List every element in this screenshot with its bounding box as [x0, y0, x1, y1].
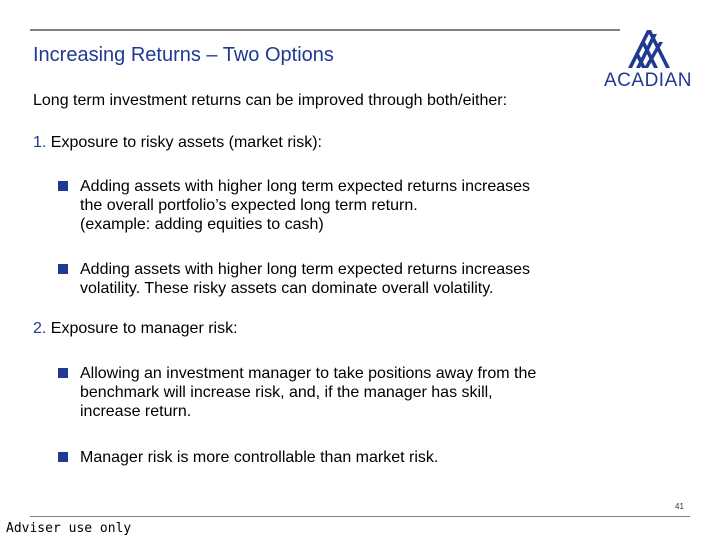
bullet-line: Adding assets with higher long term expected returns increases: [80, 178, 531, 195]
bullet-line: the overall portfolio’s expected long term return.: [80, 197, 418, 214]
square-bullet-icon: [58, 264, 68, 274]
logo-wordmark: ACADIAN: [604, 70, 692, 91]
intro-text: Long term investment returns can be improved through both/either:: [33, 92, 508, 109]
section-heading-text: Exposure to risky assets (market risk):: [50, 134, 322, 151]
section-number: 2.: [33, 320, 47, 337]
logo-mark-icon: [618, 30, 676, 70]
section-heading-text: Exposure to manager risk:: [50, 320, 238, 337]
bullet-line: Manager risk is more controllable than market risk.: [80, 449, 439, 466]
section-heading-2: [33, 320, 238, 338]
page-number: 41: [675, 502, 684, 511]
bullet-line: (example: adding equities to cash): [80, 216, 324, 233]
square-bullet-icon: [58, 368, 68, 378]
acadian-logo: [604, 30, 690, 90]
section-number: 1.: [33, 134, 47, 151]
square-bullet-icon: [58, 452, 68, 462]
bullet-line: Allowing an investment manager to take positions away from the: [80, 365, 537, 382]
footer-note: Adviser use only: [6, 521, 132, 536]
header-divider: [30, 29, 620, 31]
section-heading-1: [33, 134, 322, 152]
footer-divider: [30, 516, 690, 517]
bullet-line: volatility. These risky assets can dominate overall volatility.: [80, 280, 494, 297]
page-title: Increasing Returns – Two Options: [33, 44, 334, 66]
bullet-line: benchmark will increase risk, and, if the manager has skill,: [80, 384, 493, 401]
bullet-line: Adding assets with higher long term expected returns increases: [80, 261, 531, 278]
bullet-line: increase return.: [80, 403, 192, 420]
square-bullet-icon: [58, 181, 68, 191]
